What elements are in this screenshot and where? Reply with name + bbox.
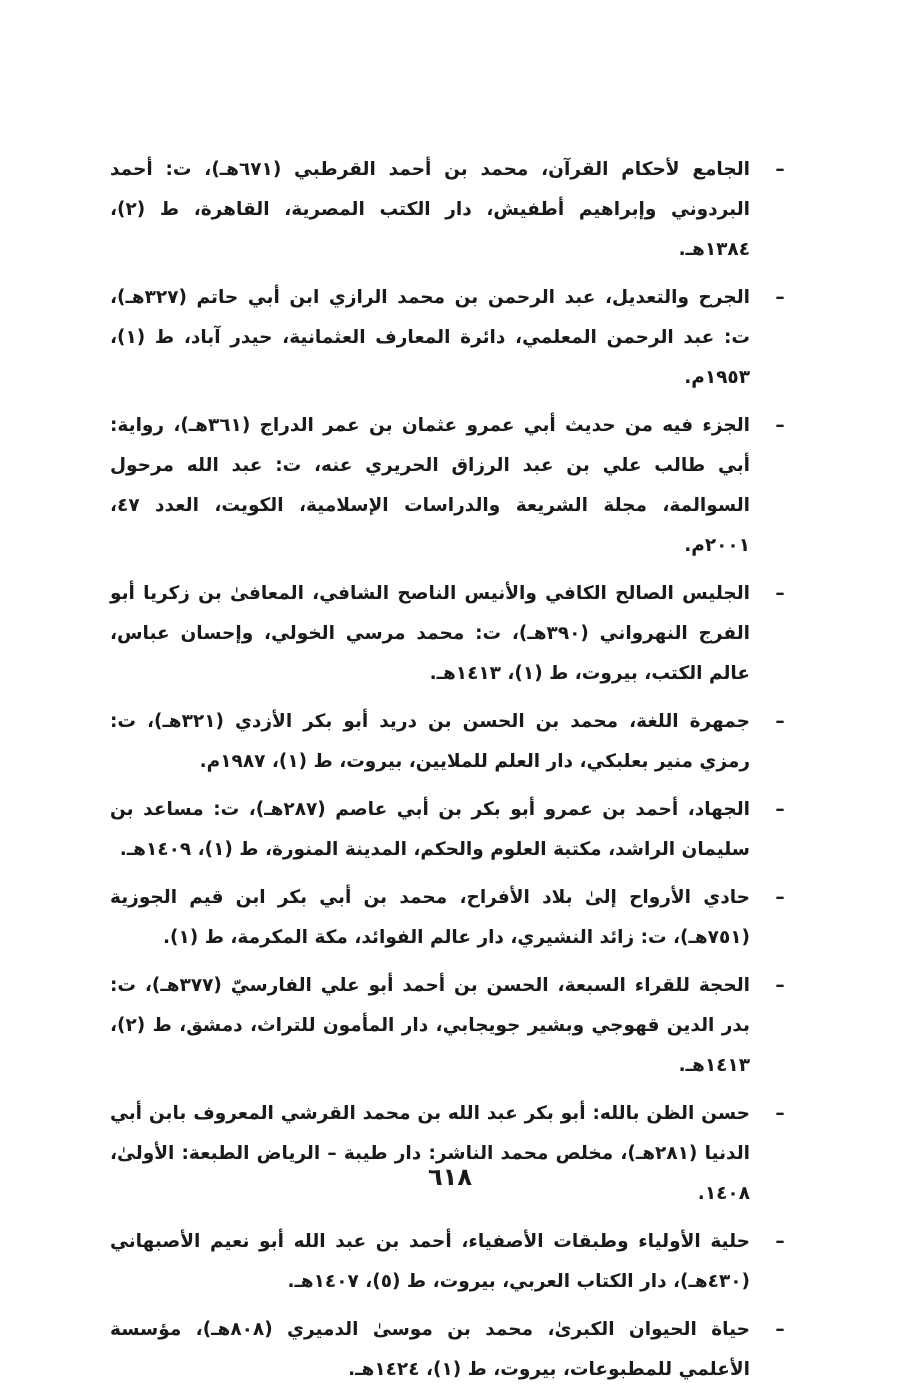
reference-text: حياة الحيوان الكبرىٰ، محمد بن موسىٰ الدميري (٨٠٨هـ)، مؤسسة الأعلمي للمطبوعات، بيروت، ط (١)، ١٤٢٤هـ. [110,1319,750,1380]
list-dash: – [775,415,785,436]
reference-entry [110,278,790,398]
reference-entry [110,702,790,782]
reference-text: الجامع لأحكام القرآن، محمد بن أحمد القرطبي (٦٧١هـ)، ت: أحمد البردوني وإبراهيم أطفيش، دار الكتب المصرية، القاهرة، ط (٢)، ١٣٨٤هـ. [110,159,750,260]
reference-text: حادي الأرواح إلىٰ بلاد الأفراح، محمد بن أبي بكر ابن قيم الجوزية (٧٥١هـ)، ت: زائد النشيري، دار عالم الفوائد، مكة المكرمة، ط (١). [110,887,750,948]
list-dash: – [775,287,785,308]
reference-entry [110,966,790,1086]
page-number: ٦١٨ [428,1163,472,1191]
list-dash: – [775,583,785,604]
reference-text: الحجة للقراء السبعة، الحسن بن أحمد أبو علي الفارسيّ (٣٧٧هـ)، ت: بدر الدين قهوجي وبشير جويجابي، دار المأمون للتراث، دمشق، ط (٢)، ١٤١٣هـ. [110,975,750,1076]
reference-text: حلية الأولياء وطبقات الأصفياء، أحمد بن عبد الله أبو نعيم الأصبهاني (٤٣٠هـ)، دار الكتاب العربي، بيروت، ط (٥)، ١٤٠٧هـ. [110,1231,750,1292]
reference-entry [110,1310,790,1390]
list-dash: – [775,975,785,996]
bibliography-list [110,150,790,1398]
reference-text: الجليس الصالح الكافي والأنيس الناصح الشافي، المعافىٰ بن زكريا أبو الفرج النهرواني (٣٩٠هـ)، ت: محمد مرسي الخولي، وإحسان عباس، عالم الكتب، بيروت، ط (١)، ١٤١٣هـ. [110,583,750,684]
reference-entry [110,1222,790,1302]
reference-entry [110,790,790,870]
reference-text: الجزء فيه من حديث أبي عمرو عثمان بن عمر الدراج (٣٦١هـ)، رواية: أبي طالب علي بن عبد الرزاق الحريري عنه، ت: عبد الله مرحول السوالمة، مجلة الشريعة والدراسات الإسلامية، الكويت، العدد ٤٧، ٢٠٠١م. [110,415,750,556]
reference-entry [110,878,790,958]
list-dash: – [775,887,785,908]
list-dash: – [775,159,785,180]
reference-entry [110,574,790,694]
reference-text: جمهرة اللغة، محمد بن الحسن بن دريد أبو بكر الأزدي (٣٢١هـ)، ت: رمزي منير بعلبكي، دار العلم للملايين، بيروت، ط (١)، ١٩٨٧م. [110,711,751,772]
list-dash: – [775,1231,785,1252]
list-dash: – [775,1319,785,1340]
reference-entry [110,150,790,270]
list-dash: – [775,799,785,820]
reference-text: الجهاد، أحمد بن عمرو أبو بكر بن أبي عاصم (٢٨٧هـ)، ت: مساعد بن سليمان الراشد، مكتبة العلوم والحكم، المدينة المنورة، ط (١)، ١٤٠٩هـ. [110,799,751,860]
reference-text: الجرح والتعديل، عبد الرحمن بن محمد الرازي ابن أبي حاتم (٣٢٧هـ)، ت: عبد الرحمن المعلمي، دائرة المعارف العثمانية، حيدر آباد، ط (١)، ١٩٥٣م. [110,287,750,388]
list-dash: – [775,1103,785,1124]
list-dash: – [775,711,785,732]
reference-text: حسن الظن بالله: أبو بكر عبد الله بن محمد القرشي المعروف بابن أبي الدنيا (٢٨١هـ)، مخلص محمد الناشر: دار طيبة – الرياض الطبعة: الأولىٰ، ١٤٠٨. [110,1103,750,1204]
reference-entry [110,1094,790,1214]
reference-entry [110,406,790,566]
